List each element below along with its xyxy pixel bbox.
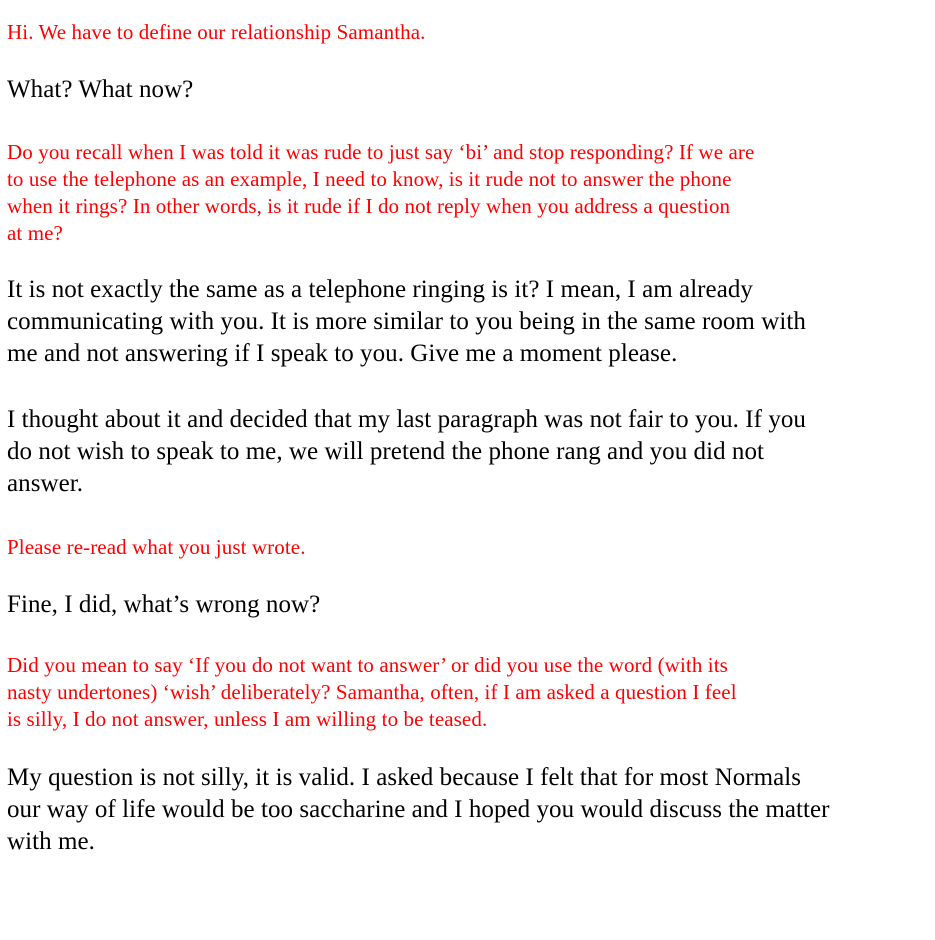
text-line: I thought about it and decided that my last paragraph was not fair to you. If you <box>7 406 806 433</box>
text-line: It is not exactly the same as a telephone ringing is it? I mean, I am already <box>7 276 753 303</box>
text-line: Hi. We have to define our relationship Samantha. <box>7 20 426 44</box>
message-paragraph <box>7 139 754 247</box>
message-paragraph <box>7 652 737 733</box>
text-line: is silly, I do not answer, unless I am willing to be teased. <box>7 707 488 731</box>
text-line: Please re-read what you just wrote. <box>7 535 306 559</box>
text-line: me and not answering if I speak to you. Give me a moment please. <box>7 340 678 367</box>
text-line: My question is not silly, it is valid. I asked because I felt that for most Normals <box>7 764 802 791</box>
reply-paragraph <box>7 404 806 500</box>
reply-paragraph <box>7 274 806 370</box>
text-line: to use the telephone as an example, I need to know, is it rude not to answer the phone <box>7 167 732 191</box>
text-line: do not wish to speak to me, we will pretend the phone rang and you did not <box>7 438 765 465</box>
text-line: communicating with you. It is more similar to you being in the same room with <box>7 308 806 335</box>
message-paragraph <box>7 534 306 561</box>
message-paragraph <box>7 19 426 46</box>
text-line: when it rings? In other words, is it rude if I do not reply when you address a question <box>7 194 731 218</box>
reply-paragraph <box>7 589 320 621</box>
text-line: Did you mean to say ‘If you do not want to answer’ or did you use the word (with its <box>7 653 728 677</box>
text-line: Fine, I did, what’s wrong now? <box>7 591 321 618</box>
text-line: Do you recall when I was told it was rude to just say ‘bi’ and stop responding? If we are <box>7 140 755 164</box>
text-line: nasty undertones) ‘wish’ deliberately? Samantha, often, if I am asked a question I feel <box>7 680 737 704</box>
text-line: What? What now? <box>7 76 194 103</box>
text-line: with me. <box>7 828 95 855</box>
reply-paragraph <box>7 762 830 858</box>
text-line: our way of life would be too saccharine and I hoped you would discuss the matter <box>7 796 830 823</box>
reply-paragraph <box>7 74 193 106</box>
text-line: answer. <box>7 470 84 497</box>
text-line: at me? <box>7 221 63 245</box>
